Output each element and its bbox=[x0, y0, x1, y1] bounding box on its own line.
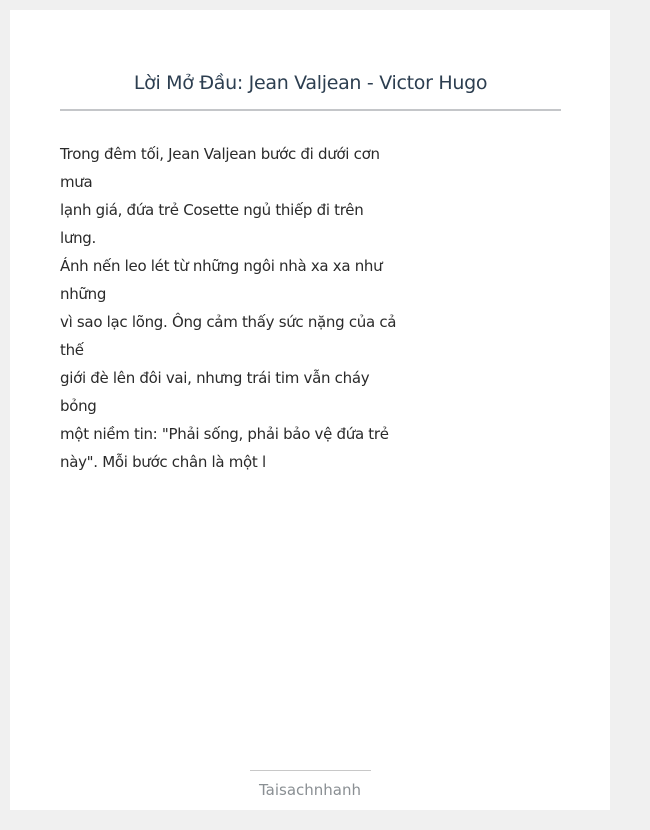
text-line: một niềm tin: "Phải sống, phải bảo vệ đứa trẻ bbox=[60, 425, 389, 443]
footer-divider bbox=[250, 770, 371, 771]
text-line: những bbox=[60, 285, 107, 303]
text-line: lạnh giá, đứa trẻ Cosette ngủ thiếp đi trên bbox=[60, 201, 364, 219]
text-line: Trong đêm tối, Jean Valjean bước đi dưới cơn bbox=[60, 145, 380, 163]
text-line: Ánh nến leo lét từ những ngôi nhà xa xa như bbox=[60, 257, 383, 275]
footer-brand: Taisachnhanh bbox=[258, 781, 362, 799]
text-line: thế bbox=[60, 341, 84, 359]
text-line: này". Mỗi bước chân là một l bbox=[60, 453, 266, 471]
text-line: mưa bbox=[60, 173, 93, 191]
text-line: vì sao lạc lõng. Ông cảm thấy sức nặng của cả bbox=[60, 313, 397, 331]
text-line: bỏng bbox=[60, 397, 97, 415]
text-line: giới đè lên đôi vai, nhưng trái tim vẫn cháy bbox=[60, 369, 370, 387]
text-line: lưng. bbox=[60, 229, 96, 247]
title-divider bbox=[60, 109, 561, 111]
page-title: Lời Mở Đầu: Jean Valjean - Victor Hugo bbox=[133, 72, 488, 94]
book-page bbox=[10, 10, 610, 810]
body-text bbox=[60, 140, 420, 476]
